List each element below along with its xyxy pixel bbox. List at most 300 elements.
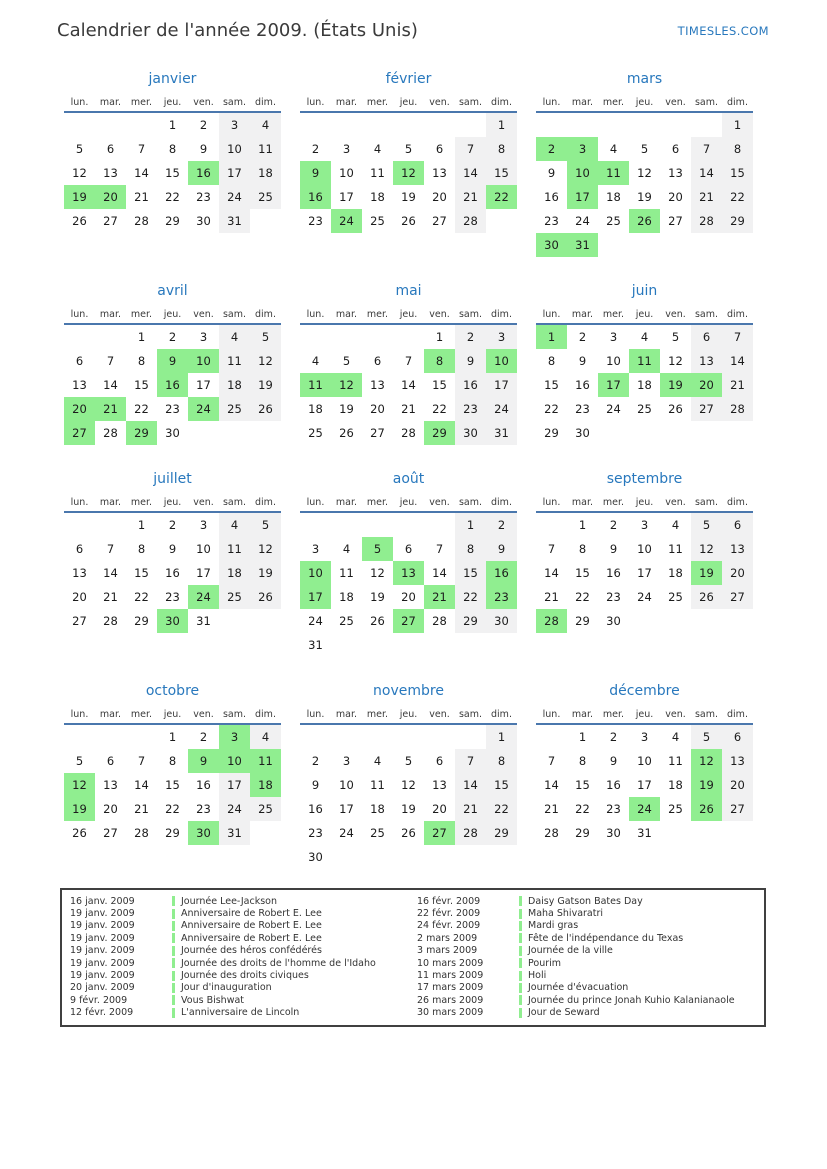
day-cell: 1 xyxy=(578,518,587,532)
day-cell: 13 xyxy=(103,778,118,792)
weekday-label: sam. xyxy=(455,705,486,725)
day-cell: 6 xyxy=(691,325,722,349)
empty-cell xyxy=(64,513,95,537)
day-cell: 12 xyxy=(72,166,87,180)
day-cell: 13 xyxy=(668,166,683,180)
day-cell: 1 xyxy=(486,725,517,749)
day-cell: 28 xyxy=(432,614,447,628)
day-cell: 29 xyxy=(575,614,590,628)
day-cell: 17 xyxy=(196,378,211,392)
day-cell: 27 xyxy=(668,214,683,228)
day-cell: 15 xyxy=(575,566,590,580)
day-cell: 19 xyxy=(401,802,416,816)
day-cell: 17 xyxy=(219,161,250,185)
day-cell: 12 xyxy=(668,354,683,368)
day-cell: 30 xyxy=(606,614,621,628)
day-cell: 6 xyxy=(435,142,444,156)
day-cell: 1 xyxy=(137,518,146,532)
day-cell: 6 xyxy=(75,354,84,368)
weekday-label: dim. xyxy=(486,93,517,113)
legend-holiday-name: Pourim xyxy=(528,957,562,969)
weekday-label: mar. xyxy=(95,93,126,113)
weekday-label: jeu. xyxy=(157,305,188,325)
days-grid-juin xyxy=(536,305,753,445)
day-cell: 8 xyxy=(168,754,177,768)
day-cell: 20 xyxy=(401,590,416,604)
day-cell: 13 xyxy=(722,749,753,773)
day-cell: 8 xyxy=(168,142,177,156)
day-cell: 20 xyxy=(691,373,722,397)
day-cell: 29 xyxy=(544,426,559,440)
legend-holiday-name: Journée Lee-Jackson xyxy=(181,895,278,907)
legend-date: 19 janv. 2009 xyxy=(70,970,135,982)
day-cell: 6 xyxy=(722,513,753,537)
weekday-label: lun. xyxy=(536,93,567,113)
day-cell: 27 xyxy=(64,421,95,445)
day-cell: 26 xyxy=(339,426,354,440)
day-cell: 23 xyxy=(196,190,211,204)
weekday-label: dim. xyxy=(722,93,753,113)
day-cell: 13 xyxy=(72,378,87,392)
legend-date: 24 févr. 2009 xyxy=(417,920,481,932)
empty-cell xyxy=(64,113,95,137)
day-cell: 18 xyxy=(668,566,683,580)
month-title-septembre[interactable]: septembre xyxy=(606,471,683,487)
days-grid-décembre xyxy=(536,705,753,845)
day-cell: 1 xyxy=(435,330,444,344)
empty-cell xyxy=(331,725,362,749)
weekday-label: jeu. xyxy=(629,705,660,725)
month-title-mars[interactable]: mars xyxy=(626,71,663,87)
weekday-label: jeu. xyxy=(629,305,660,325)
weekday-label: mer. xyxy=(598,705,629,725)
day-cell: 22 xyxy=(486,797,517,821)
day-cell: 27 xyxy=(370,426,385,440)
legend-date: 30 mars 2009 xyxy=(417,1007,484,1019)
legend-holiday-name: Anniversaire de Robert E. Lee xyxy=(181,908,322,920)
legend-date: 10 mars 2009 xyxy=(417,957,484,969)
day-cell: 21 xyxy=(424,585,455,609)
legend-holiday-name: Journée de la ville xyxy=(528,945,613,957)
day-cell: 3 xyxy=(486,325,517,349)
day-cell: 26 xyxy=(629,209,660,233)
day-cell: 11 xyxy=(629,349,660,373)
empty-cell xyxy=(126,725,157,749)
day-cell: 23 xyxy=(308,214,323,228)
weekday-label: mer. xyxy=(598,305,629,325)
weekday-label: mar. xyxy=(95,705,126,725)
day-cell: 12 xyxy=(370,566,385,580)
weekday-label: sam. xyxy=(455,305,486,325)
weekday-label: sam. xyxy=(691,705,722,725)
empty-cell xyxy=(64,325,95,349)
month-title-décembre[interactable]: décembre xyxy=(609,683,680,699)
holiday-marker-icon xyxy=(519,971,522,981)
weekday-label: mer. xyxy=(598,93,629,113)
day-cell: 8 xyxy=(547,354,556,368)
weekday-label: dim. xyxy=(486,705,517,725)
day-cell: 8 xyxy=(486,137,517,161)
day-cell: 16 xyxy=(300,185,331,209)
day-cell: 5 xyxy=(691,725,722,749)
day-cell: 23 xyxy=(486,585,517,609)
day-cell: 24 xyxy=(486,397,517,421)
weekday-label: lun. xyxy=(536,493,567,513)
day-cell: 18 xyxy=(637,378,652,392)
day-cell: 3 xyxy=(567,137,598,161)
day-cell: 21 xyxy=(134,190,149,204)
day-cell: 13 xyxy=(432,778,447,792)
day-cell: 4 xyxy=(373,754,382,768)
day-cell: 27 xyxy=(393,609,424,633)
holiday-marker-icon xyxy=(519,933,522,943)
day-cell: 3 xyxy=(342,142,351,156)
legend-item xyxy=(70,1007,417,1019)
weekday-label: ven. xyxy=(660,93,691,113)
days-grid-août xyxy=(300,493,517,657)
empty-cell xyxy=(393,113,424,137)
day-cell: 12 xyxy=(691,537,722,561)
day-cell: 14 xyxy=(455,161,486,185)
day-cell: 7 xyxy=(691,137,722,161)
weekday-label: mer. xyxy=(598,493,629,513)
day-cell: 21 xyxy=(455,797,486,821)
day-cell: 4 xyxy=(311,354,320,368)
day-cell: 28 xyxy=(103,614,118,628)
day-cell: 7 xyxy=(137,754,146,768)
day-cell: 5 xyxy=(404,754,413,768)
day-cell: 22 xyxy=(165,802,180,816)
day-cell: 24 xyxy=(308,614,323,628)
weekday-label: mer. xyxy=(126,705,157,725)
month-title-juillet[interactable]: juillet xyxy=(153,471,192,487)
day-cell: 10 xyxy=(188,349,219,373)
legend-holiday-name: Jour de Seward xyxy=(528,1007,600,1019)
day-cell: 30 xyxy=(196,214,211,228)
day-cell: 5 xyxy=(342,354,351,368)
day-cell: 1 xyxy=(168,730,177,744)
day-cell: 16 xyxy=(165,566,180,580)
legend-item xyxy=(417,982,764,994)
day-cell: 16 xyxy=(196,778,211,792)
day-cell: 18 xyxy=(219,561,250,585)
day-cell: 11 xyxy=(370,166,385,180)
empty-cell xyxy=(691,113,722,137)
day-cell: 19 xyxy=(339,402,354,416)
empty-cell xyxy=(362,513,393,537)
weekday-label: sam. xyxy=(219,493,250,513)
day-cell: 23 xyxy=(544,214,559,228)
empty-cell xyxy=(300,725,331,749)
day-cell: 10 xyxy=(219,137,250,161)
day-cell: 20 xyxy=(668,190,683,204)
day-cell: 2 xyxy=(609,518,618,532)
month-novembre xyxy=(300,683,517,869)
day-cell: 28 xyxy=(544,826,559,840)
holiday-marker-icon xyxy=(519,983,522,993)
day-cell: 28 xyxy=(103,426,118,440)
empty-cell xyxy=(331,325,362,349)
day-cell: 17 xyxy=(637,778,652,792)
legend-item xyxy=(70,994,417,1006)
day-cell: 26 xyxy=(72,214,87,228)
day-cell: 11 xyxy=(668,754,683,768)
empty-cell xyxy=(300,113,331,137)
day-cell: 29 xyxy=(134,614,149,628)
day-cell: 17 xyxy=(637,566,652,580)
page-header xyxy=(0,0,827,43)
day-cell: 8 xyxy=(722,137,753,161)
legend-item xyxy=(417,994,764,1006)
day-cell: 14 xyxy=(722,349,753,373)
weekday-label: mer. xyxy=(126,305,157,325)
day-cell: 1 xyxy=(578,730,587,744)
day-cell: 24 xyxy=(629,797,660,821)
day-cell: 25 xyxy=(250,797,281,821)
day-cell: 12 xyxy=(691,749,722,773)
day-cell: 12 xyxy=(331,373,362,397)
day-cell: 16 xyxy=(486,561,517,585)
empty-cell xyxy=(424,113,455,137)
day-cell: 27 xyxy=(103,826,118,840)
legend-date: 3 mars 2009 xyxy=(417,945,478,957)
day-cell: 22 xyxy=(134,590,149,604)
day-cell: 16 xyxy=(308,802,323,816)
day-cell: 16 xyxy=(606,566,621,580)
day-cell: 9 xyxy=(455,349,486,373)
legend-date: 19 janv. 2009 xyxy=(70,908,135,920)
month-title-août[interactable]: août xyxy=(392,471,425,487)
day-cell: 1 xyxy=(536,325,567,349)
weekday-label: jeu. xyxy=(629,93,660,113)
day-cell: 24 xyxy=(606,402,621,416)
month-title-avril[interactable]: avril xyxy=(157,283,188,299)
day-cell: 21 xyxy=(722,373,753,397)
day-cell: 28 xyxy=(722,397,753,421)
day-cell: 29 xyxy=(165,214,180,228)
days-grid-mai xyxy=(300,305,517,445)
holiday-marker-icon xyxy=(519,909,522,919)
day-cell: 13 xyxy=(103,166,118,180)
day-cell: 4 xyxy=(219,325,250,349)
legend-holiday-name: Fête de l'indépendance du Texas xyxy=(528,932,684,944)
day-cell: 18 xyxy=(370,190,385,204)
day-cell: 20 xyxy=(370,402,385,416)
day-cell: 27 xyxy=(103,214,118,228)
weekday-label: mar. xyxy=(567,493,598,513)
day-cell: 10 xyxy=(486,349,517,373)
empty-cell xyxy=(536,113,567,137)
day-cell: 21 xyxy=(401,402,416,416)
day-cell: 5 xyxy=(75,754,84,768)
weekday-label: dim. xyxy=(486,305,517,325)
weekday-label: sam. xyxy=(219,305,250,325)
empty-cell xyxy=(95,325,126,349)
day-cell: 31 xyxy=(308,638,323,652)
month-title-mai[interactable]: mai xyxy=(395,283,422,299)
day-cell: 15 xyxy=(722,161,753,185)
day-cell: 3 xyxy=(342,754,351,768)
page-title: Calendrier de l'année 2009. (États Unis) xyxy=(57,20,418,41)
day-cell: 15 xyxy=(455,561,486,585)
weekday-label: sam. xyxy=(691,93,722,113)
day-cell: 11 xyxy=(668,542,683,556)
legend-item xyxy=(417,895,764,907)
day-cell: 3 xyxy=(640,730,649,744)
weekday-label: jeu. xyxy=(629,493,660,513)
empty-cell xyxy=(455,113,486,137)
day-cell: 3 xyxy=(219,113,250,137)
months-grid xyxy=(64,71,827,869)
day-cell: 18 xyxy=(606,190,621,204)
day-cell: 21 xyxy=(103,590,118,604)
day-cell: 9 xyxy=(311,778,320,792)
empty-cell xyxy=(455,725,486,749)
day-cell: 23 xyxy=(575,402,590,416)
day-cell: 31 xyxy=(637,826,652,840)
weekday-label: ven. xyxy=(424,705,455,725)
days-grid-septembre xyxy=(536,493,753,633)
weekday-label: ven. xyxy=(424,93,455,113)
day-cell: 3 xyxy=(609,330,618,344)
legend-item xyxy=(70,945,417,957)
weekday-label: dim. xyxy=(250,305,281,325)
day-cell: 10 xyxy=(567,161,598,185)
month-janvier xyxy=(64,71,281,257)
weekday-label: mar. xyxy=(567,705,598,725)
legend-holiday-name: Journée d'évacuation xyxy=(528,982,629,994)
day-cell: 22 xyxy=(165,190,180,204)
day-cell: 31 xyxy=(196,614,211,628)
day-cell: 28 xyxy=(134,826,149,840)
day-cell: 6 xyxy=(373,354,382,368)
weekday-label: mar. xyxy=(331,93,362,113)
legend-date: 9 févr. 2009 xyxy=(70,994,128,1006)
day-cell: 4 xyxy=(640,330,649,344)
day-cell: 8 xyxy=(137,542,146,556)
legend-item xyxy=(417,1007,764,1019)
day-cell: 27 xyxy=(424,821,455,845)
day-cell: 23 xyxy=(196,802,211,816)
day-cell: 29 xyxy=(575,826,590,840)
day-cell: 15 xyxy=(134,566,149,580)
day-cell: 25 xyxy=(637,402,652,416)
day-cell: 14 xyxy=(432,566,447,580)
day-cell: 31 xyxy=(486,421,517,445)
day-cell: 9 xyxy=(578,354,587,368)
day-cell: 21 xyxy=(455,185,486,209)
legend-item xyxy=(70,907,417,919)
holiday-marker-icon xyxy=(172,921,175,931)
day-cell: 25 xyxy=(668,590,683,604)
weekday-label: mer. xyxy=(126,93,157,113)
day-cell: 27 xyxy=(722,585,753,609)
month-title-novembre[interactable]: novembre xyxy=(373,683,444,699)
month-title-janvier[interactable]: janvier xyxy=(148,71,197,87)
weekday-label: lun. xyxy=(64,493,95,513)
day-cell: 18 xyxy=(219,373,250,397)
month-title-février[interactable]: février xyxy=(385,71,432,87)
day-cell: 10 xyxy=(339,166,354,180)
day-cell: 28 xyxy=(401,426,416,440)
legend-item xyxy=(417,969,764,981)
day-cell: 21 xyxy=(134,802,149,816)
day-cell: 17 xyxy=(300,585,331,609)
day-cell: 25 xyxy=(339,614,354,628)
legend-holiday-name: Anniversaire de Robert E. Lee xyxy=(181,920,322,932)
month-décembre xyxy=(536,683,753,869)
day-cell: 23 xyxy=(165,590,180,604)
day-cell: 13 xyxy=(691,349,722,373)
day-cell: 5 xyxy=(75,142,84,156)
day-cell: 24 xyxy=(575,214,590,228)
weekday-label: dim. xyxy=(250,493,281,513)
day-cell: 20 xyxy=(432,802,447,816)
weekday-label: jeu. xyxy=(157,705,188,725)
day-cell: 9 xyxy=(188,749,219,773)
weekday-label: sam. xyxy=(455,93,486,113)
day-cell: 27 xyxy=(722,797,753,821)
holiday-marker-icon xyxy=(172,995,175,1005)
day-cell: 22 xyxy=(432,402,447,416)
month-title-octobre[interactable]: octobre xyxy=(145,683,200,699)
empty-cell xyxy=(331,513,362,537)
day-cell: 16 xyxy=(606,778,621,792)
day-cell: 22 xyxy=(544,402,559,416)
legend-item xyxy=(70,969,417,981)
day-cell: 10 xyxy=(339,778,354,792)
weekday-label: sam. xyxy=(691,493,722,513)
day-cell: 17 xyxy=(339,190,354,204)
day-cell: 11 xyxy=(250,137,281,161)
day-cell: 14 xyxy=(401,378,416,392)
day-cell: 25 xyxy=(370,214,385,228)
day-cell: 20 xyxy=(103,802,118,816)
day-cell: 26 xyxy=(401,826,416,840)
weekday-label: sam. xyxy=(691,305,722,325)
day-cell: 3 xyxy=(199,518,208,532)
day-cell: 22 xyxy=(134,402,149,416)
weekday-label: jeu. xyxy=(157,93,188,113)
empty-cell xyxy=(362,725,393,749)
weekday-label: lun. xyxy=(300,493,331,513)
legend-holiday-name: Journée des héros confédérés xyxy=(181,945,322,957)
weekday-label: jeu. xyxy=(157,493,188,513)
legend-item xyxy=(417,945,764,957)
month-octobre xyxy=(64,683,281,869)
holiday-marker-icon xyxy=(519,896,522,906)
day-cell: 28 xyxy=(134,214,149,228)
day-cell: 28 xyxy=(536,609,567,633)
day-cell: 13 xyxy=(722,537,753,561)
day-cell: 6 xyxy=(106,142,115,156)
holiday-legend xyxy=(60,888,766,1027)
month-title-juin[interactable]: juin xyxy=(631,283,658,299)
site-link[interactable]: TIMESLES.COM xyxy=(677,24,769,38)
legend-holiday-name: Mardi gras xyxy=(528,920,579,932)
weekday-label: mer. xyxy=(362,305,393,325)
day-cell: 5 xyxy=(250,513,281,537)
weekday-label: dim. xyxy=(722,705,753,725)
day-cell: 22 xyxy=(575,590,590,604)
weekday-label: dim. xyxy=(722,493,753,513)
day-cell: 2 xyxy=(486,513,517,537)
weekday-label: jeu. xyxy=(393,305,424,325)
weekday-label: ven. xyxy=(188,305,219,325)
day-cell: 2 xyxy=(199,118,208,132)
day-cell: 5 xyxy=(671,330,680,344)
day-cell: 25 xyxy=(308,426,323,440)
